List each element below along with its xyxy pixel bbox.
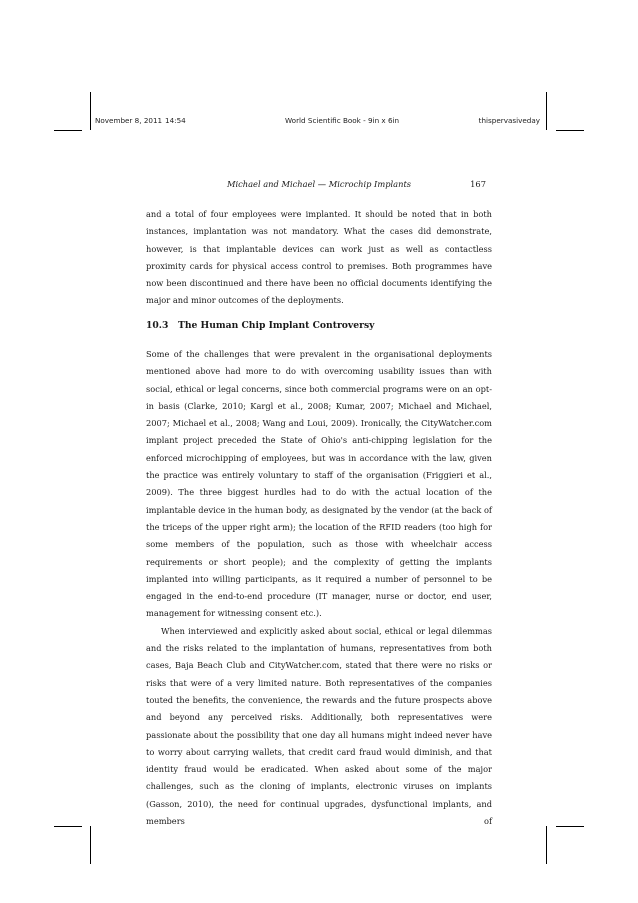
crop-mark-bottom-left-horizontal bbox=[54, 826, 82, 827]
header-book: World Scientific Book - 9in x 6in bbox=[285, 116, 400, 125]
crop-mark-top-right-horizontal bbox=[556, 130, 584, 131]
header-date: November 8, 2011 bbox=[95, 116, 163, 125]
crop-mark-top-right-vertical bbox=[546, 92, 547, 130]
intro-block bbox=[146, 206, 492, 310]
page-header bbox=[146, 179, 492, 193]
running-header bbox=[95, 116, 540, 128]
intro-paragraph: and a total of four employees were implanted. It should be noted that in both instances, implantation was not mandatory. What the cases did demonstrate, however, is that implantable devices can work just as well as contactless proximity cards for physical access control to premises. Both programmes have now been discontinued and there have been no official documents identifying the major and minor outcomes of the deployments. bbox=[146, 209, 492, 306]
page-number: 167 bbox=[470, 179, 486, 189]
section-number: 10.3 bbox=[146, 320, 169, 331]
crop-mark-bottom-right-horizontal bbox=[556, 826, 584, 827]
section-title: The Human Chip Implant Controversy bbox=[178, 320, 375, 331]
body-block bbox=[146, 346, 492, 830]
crop-mark-bottom-left-vertical bbox=[90, 826, 91, 864]
page-title: Michael and Michael — Microchip Implants bbox=[226, 179, 412, 189]
body-paragraph-1: Some of the challenges that were prevalent in the organisational deployments mentioned above had more to do with overcoming usability issues than with social, ethical or legal concerns, since both commercial programs were on an opt-in basis (Clarke, 2010; Kargl et al., 2008; Kumar, 2007; Michael and Michael, 2007; Michael et al., 2008; Wang and Loui, 2009). Ironically, the CityWatcher.com implant project preceded the State of Ohio's anti-chipping legislation for the enforced microchipping of employees, but was in accordance with the law, given the practice was entirely voluntary to staff of the organisation (Friggieri et al., 2009). The three biggest hurdles had to do with the actual location of the implantable device in the human body, as designated by the vendor (at the back of the triceps of the upper right arm); the location of the RFID readers (too high for some members of the population, such as those with wheelchair access requirements or short people); and the complexity of getting the implants implanted into willing participants, as it required a number of personnel to be engaged in the end-to-end procedure (IT manager, nurse or doctor, end user, management for witnessing consent etc.). bbox=[146, 349, 492, 619]
crop-mark-bottom-right-vertical bbox=[546, 826, 547, 864]
body-paragraph-2: When interviewed and explicitly asked about social, ethical or legal dilemmas and the risks related to the implantation of humans, representatives from both cases, Baja Beach Club and CityWatcher.com, stated that there were no risks or risks that were of a very limited nature. Both representatives of the companies touted the benefits, the convenience, the rewards and the future prospects above and beyond any perceived risks. Additionally, both representatives were passionate about the possibility that one day all humans might indeed never have to worry about carrying wallets, that credit card fraud would diminish, and that identity fraud would be eradicated. When asked about some of the major challenges, such as the cloning of implants, electronic viruses on implants (Gasson, 2010), the need for continual upgrades, dysfunctional implants, and members of bbox=[146, 625, 492, 827]
crop-mark-top-left-vertical bbox=[90, 92, 91, 130]
section-heading bbox=[146, 320, 492, 331]
header-time: 14:54 bbox=[165, 116, 186, 125]
header-label: thispervasiveday bbox=[478, 116, 540, 125]
crop-mark-top-left-horizontal bbox=[54, 130, 82, 131]
